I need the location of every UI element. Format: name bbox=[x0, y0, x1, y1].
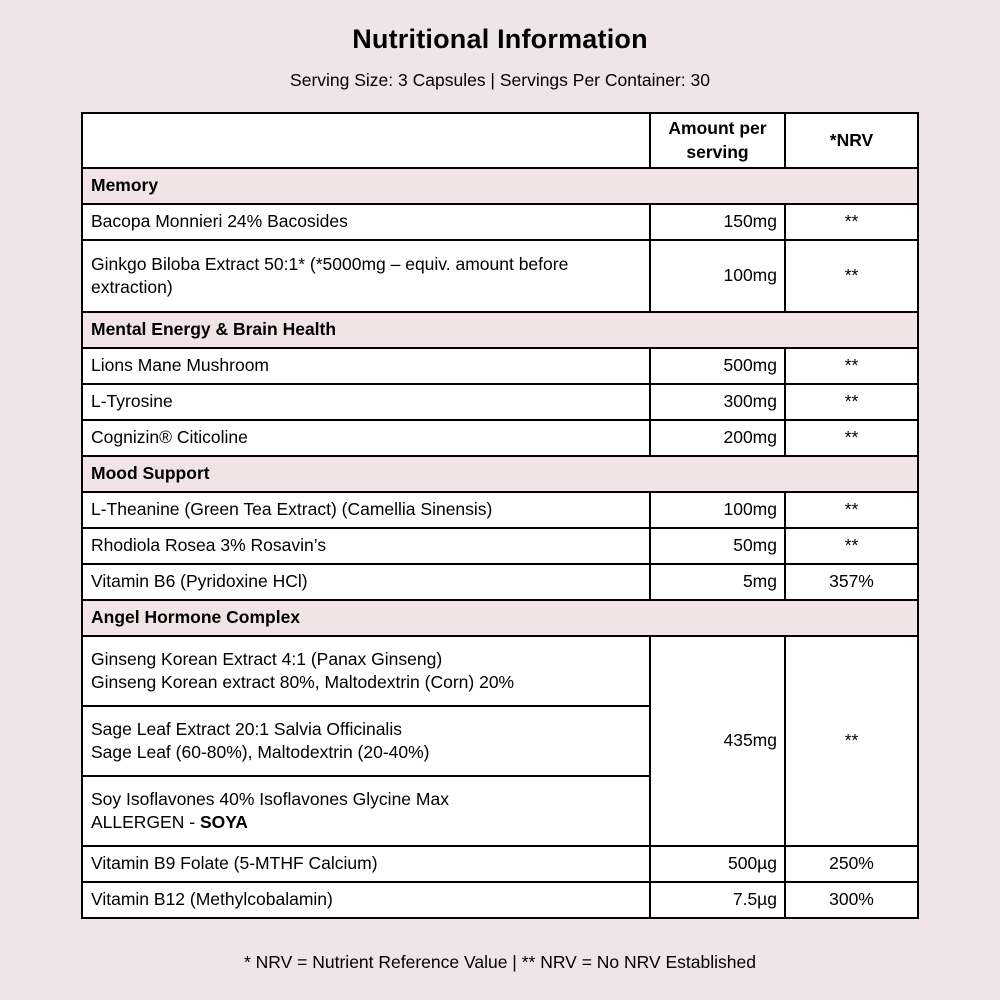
ingredient-amount: 5mg bbox=[650, 564, 785, 600]
ingredient-name bbox=[82, 706, 650, 776]
ingredient-name: L-Tyrosine bbox=[82, 384, 650, 420]
nutrition-table bbox=[81, 112, 919, 919]
ingredient-line: Sage Leaf (60-80%), Maltodextrin (20-40%) bbox=[91, 742, 430, 763]
table-row bbox=[82, 846, 918, 882]
ingredient-name: Bacopa Monnieri 24% Bacosides bbox=[82, 204, 650, 240]
ingredient-line: Ginseng Korean Extract 4:1 (Panax Ginseng) bbox=[91, 648, 443, 669]
ingredient-name: Cognizin® Citicoline bbox=[82, 420, 650, 456]
ingredient-name: Vitamin B12 (Methylcobalamin) bbox=[82, 882, 650, 918]
ingredient-line bbox=[91, 811, 641, 835]
ingredient-amount: 500µg bbox=[650, 846, 785, 882]
section-header-mental-energy bbox=[82, 312, 918, 348]
section-title: Mood Support bbox=[82, 456, 918, 492]
ingredient-amount: 50mg bbox=[650, 528, 785, 564]
ingredient-name bbox=[82, 636, 650, 706]
ingredient-nrv: 300% bbox=[785, 882, 918, 918]
ingredient-nrv: ** bbox=[785, 384, 918, 420]
ingredient-nrv: ** bbox=[785, 420, 918, 456]
allergen-label: ALLERGEN - bbox=[91, 812, 200, 833]
ingredient-amount-merged: 435mg bbox=[650, 636, 785, 846]
ingredient-nrv: 357% bbox=[785, 564, 918, 600]
ingredient-line: Soy Isoflavones 40% Isoflavones Glycine Max bbox=[91, 788, 449, 809]
ingredient-name: Rhodiola Rosea 3% Rosavin’s bbox=[82, 528, 650, 564]
ingredient-name: Vitamin B9 Folate (5-MTHF Calcium) bbox=[82, 846, 650, 882]
table-row bbox=[82, 204, 918, 240]
ingredient-name: Vitamin B6 (Pyridoxine HCl) bbox=[82, 564, 650, 600]
ingredient-nrv: ** bbox=[785, 492, 918, 528]
col-header-nrv: *NRV bbox=[785, 113, 918, 168]
ingredient-nrv: 250% bbox=[785, 846, 918, 882]
ingredient-nrv: ** bbox=[785, 240, 918, 312]
section-header-mood-support bbox=[82, 456, 918, 492]
ingredient-amount: 100mg bbox=[650, 492, 785, 528]
table-row bbox=[82, 564, 918, 600]
ingredient-line: Ginseng Korean extract 80%, Maltodextrin (Corn) 20% bbox=[91, 672, 515, 693]
section-title: Mental Energy & Brain Health bbox=[82, 312, 918, 348]
ingredient-amount: 7.5µg bbox=[650, 882, 785, 918]
section-title: Angel Hormone Complex bbox=[82, 600, 918, 636]
ingredient-nrv-merged: ** bbox=[785, 636, 918, 846]
section-header-angel-hormone-complex bbox=[82, 600, 918, 636]
table-row bbox=[82, 420, 918, 456]
table-row bbox=[82, 240, 918, 312]
table-row bbox=[82, 528, 918, 564]
page-title: Nutritional Information bbox=[352, 24, 648, 54]
ingredient-nrv: ** bbox=[785, 204, 918, 240]
ingredient-amount: 150mg bbox=[650, 204, 785, 240]
ingredient-name bbox=[82, 776, 650, 846]
ingredient-amount: 100mg bbox=[650, 240, 785, 312]
ingredient-line: Sage Leaf Extract 20:1 Salvia Officinalis bbox=[91, 718, 402, 739]
table-row bbox=[82, 348, 918, 384]
ingredient-name: Lions Mane Mushroom bbox=[82, 348, 650, 384]
table-row bbox=[82, 636, 918, 706]
nrv-footnote: * NRV = Nutrient Reference Value | ** NRV = No NRV Established bbox=[244, 952, 756, 973]
serving-info: Serving Size: 3 Capsules | Servings Per Container: 30 bbox=[290, 70, 710, 90]
section-title: Memory bbox=[82, 168, 918, 204]
ingredient-name: L-Theanine (Green Tea Extract) (Camellia Sinensis) bbox=[82, 492, 650, 528]
ingredient-nrv: ** bbox=[785, 528, 918, 564]
allergen-name: SOYA bbox=[199, 812, 248, 833]
ingredient-nrv: ** bbox=[785, 348, 918, 384]
ingredient-amount: 300mg bbox=[650, 384, 785, 420]
col-header-amount: Amount per serving bbox=[650, 113, 785, 168]
ingredient-amount: 500mg bbox=[650, 348, 785, 384]
table-row bbox=[82, 492, 918, 528]
table-row bbox=[82, 882, 918, 918]
table-row bbox=[82, 384, 918, 420]
ingredient-name: Ginkgo Biloba Extract 50:1* (*5000mg – equiv. amount before extraction) bbox=[82, 240, 650, 312]
table-header-row bbox=[82, 113, 918, 168]
ingredient-amount: 200mg bbox=[650, 420, 785, 456]
header-blank-cell bbox=[82, 113, 650, 168]
section-header-memory bbox=[82, 168, 918, 204]
